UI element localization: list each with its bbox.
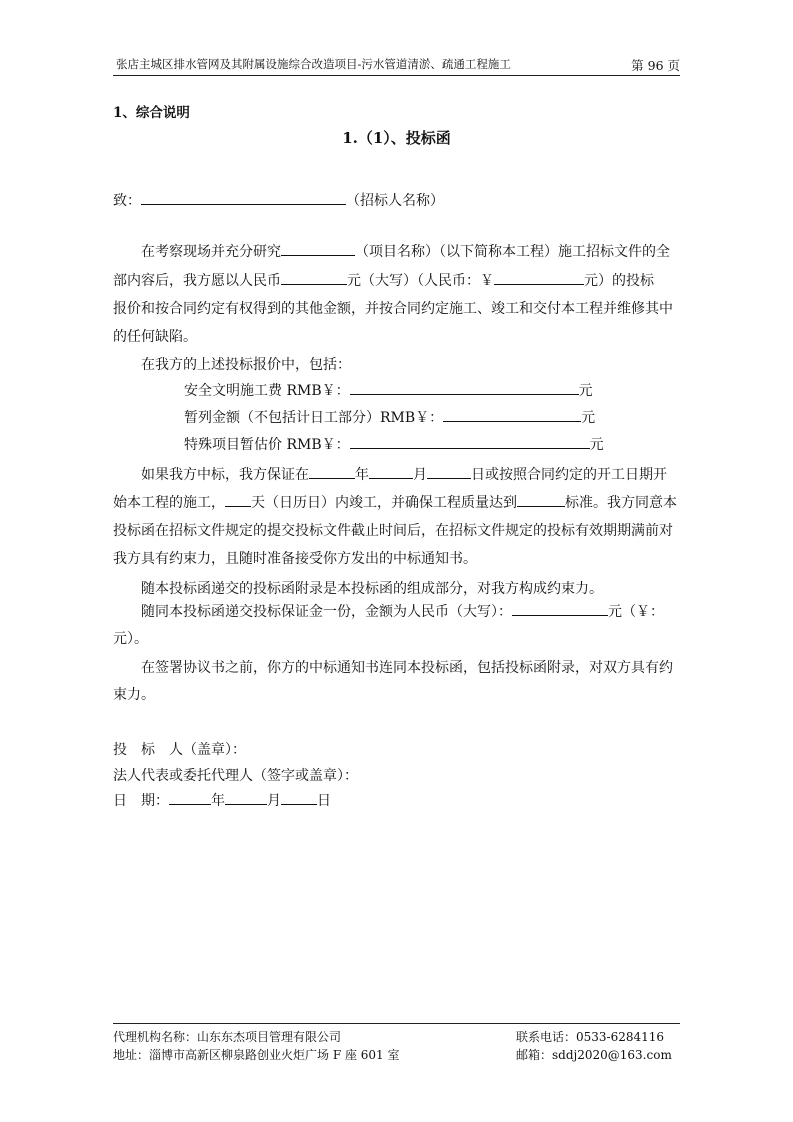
fee-unit: 元 (581, 410, 596, 426)
para3-text: 日或按照合同约定的开工日期开 (471, 467, 667, 483)
fee-label: 安全文明施工费 RMB￥： (184, 383, 350, 399)
year-label: 年 (355, 467, 369, 483)
para5-line1 (141, 601, 664, 621)
footer-agency: 代理机构名称：山东东杰项目管理有限公司 (113, 1030, 342, 1044)
sign-date-line (113, 790, 331, 810)
quality-standard-blank[interactable] (517, 492, 565, 507)
para1-line2 (113, 270, 654, 290)
para3-line3: 投标函在招标文件规定的提交投标文件截止时间后，在招标文件规定的投标有效期期满前对 (113, 523, 673, 539)
special-estimate-blank[interactable] (350, 434, 590, 449)
para1-text: 部内容后，我方愿以人民币 (113, 273, 281, 289)
para1-text: 元（大写）（人民币：￥ (347, 273, 494, 289)
sign-month-blank[interactable] (225, 790, 267, 805)
duration-days-blank[interactable] (225, 492, 251, 507)
para2: 在我方的上述投标报价中，包括： (141, 357, 351, 373)
fee-item-special (184, 434, 604, 454)
footer-phone: 联系电话：0533-6284116 (516, 1030, 665, 1044)
day-label: 日 (317, 793, 331, 809)
para1-text: （项目名称）（以下简称本工程）施工招标文件的全 (355, 244, 670, 260)
footer-address: 地址：淄博市高新区柳泉路创业火炬广场 F 座 601 室 (113, 1048, 400, 1062)
footer-email: 邮箱：sddj2020@163.com (516, 1048, 672, 1062)
addressee-line (113, 190, 444, 210)
para5-line2: 元）。 (113, 631, 148, 647)
sign-day-blank[interactable] (281, 790, 317, 805)
fee-label: 特殊项目暂估价 RMB￥： (184, 437, 350, 453)
price-words-blank[interactable] (281, 270, 347, 285)
para1-line1 (141, 241, 670, 261)
sign-year-blank[interactable] (169, 790, 211, 805)
para1-text: 在考察现场并充分研究 (141, 244, 281, 260)
safety-fee-blank[interactable] (350, 380, 579, 395)
para3-line2 (113, 492, 677, 512)
provisional-sum-blank[interactable] (443, 407, 581, 422)
section-heading: 1、综合说明 (113, 105, 190, 121)
fee-label: 暂列金额（不包括计日工部分）RMB￥： (184, 410, 444, 426)
bidder-seal-label: 投 标 人（盖章）： (113, 742, 246, 758)
para1-line3: 报价和按合同约定有权得到的其他金额，并按合同约定施工、竣工和交付本工程并维修其中 (113, 301, 673, 317)
header-rule (113, 75, 680, 76)
fee-item-safety (184, 380, 593, 400)
para6-line2: 束力。 (113, 687, 155, 703)
para4: 随本投标函递交的投标函附录是本投标函的组成部分，对我方构成约束力。 (141, 581, 603, 597)
fee-unit: 元 (589, 437, 604, 453)
fee-item-provisional (184, 407, 595, 427)
bond-amount-words-blank[interactable] (512, 601, 608, 616)
start-day-blank[interactable] (427, 464, 471, 479)
date-label: 日 期： (113, 793, 169, 809)
start-year-blank[interactable] (309, 464, 355, 479)
addressee-blank[interactable] (141, 190, 346, 205)
footer-rule (113, 1023, 680, 1024)
month-label: 月 (413, 467, 427, 483)
addressee-label: 致： (113, 193, 141, 209)
para5-text: 随同本投标函递交投标保证金一份，金额为人民币（大写）： (141, 604, 512, 620)
para6-line1: 在签署协议书之前，你方的中标通知书连同本投标函，包括投标函附录，对双方具有约 (141, 660, 673, 676)
para3-text: 始本工程的施工， (113, 495, 225, 511)
start-month-blank[interactable] (369, 464, 413, 479)
header-page-number: 第 96 页 (631, 58, 680, 73)
year-label: 年 (211, 793, 225, 809)
addressee-suffix: （招标人名称） (346, 193, 444, 209)
project-name-blank[interactable] (281, 241, 355, 256)
legal-rep-label: 法人代表或委托代理人（签字或盖章）： (113, 768, 358, 784)
para5-text: 元（￥： (608, 604, 664, 620)
para1-line4: 的任何缺陷。 (113, 329, 197, 345)
month-label: 月 (267, 793, 281, 809)
para3-line4: 我方具有约束力，且随时准备接受你方发出的中标通知书。 (113, 551, 477, 567)
para1-text: 元）的投标 (584, 273, 654, 289)
para3-text: 天（日历日）内竣工，并确保工程质量达到 (251, 495, 517, 511)
para3-line1 (141, 464, 667, 484)
fee-unit: 元 (578, 383, 593, 399)
price-number-blank[interactable] (494, 270, 584, 285)
page-title: 1.（1）、投标函 (342, 129, 451, 147)
para3-text: 标准。我方同意本 (565, 495, 677, 511)
para3-text: 如果我方中标，我方保证在 (141, 467, 309, 483)
header-project-title: 张店主城区排水管网及其附属设施综合改造项目-污水管道清淤、疏通工程施工 (116, 57, 511, 71)
